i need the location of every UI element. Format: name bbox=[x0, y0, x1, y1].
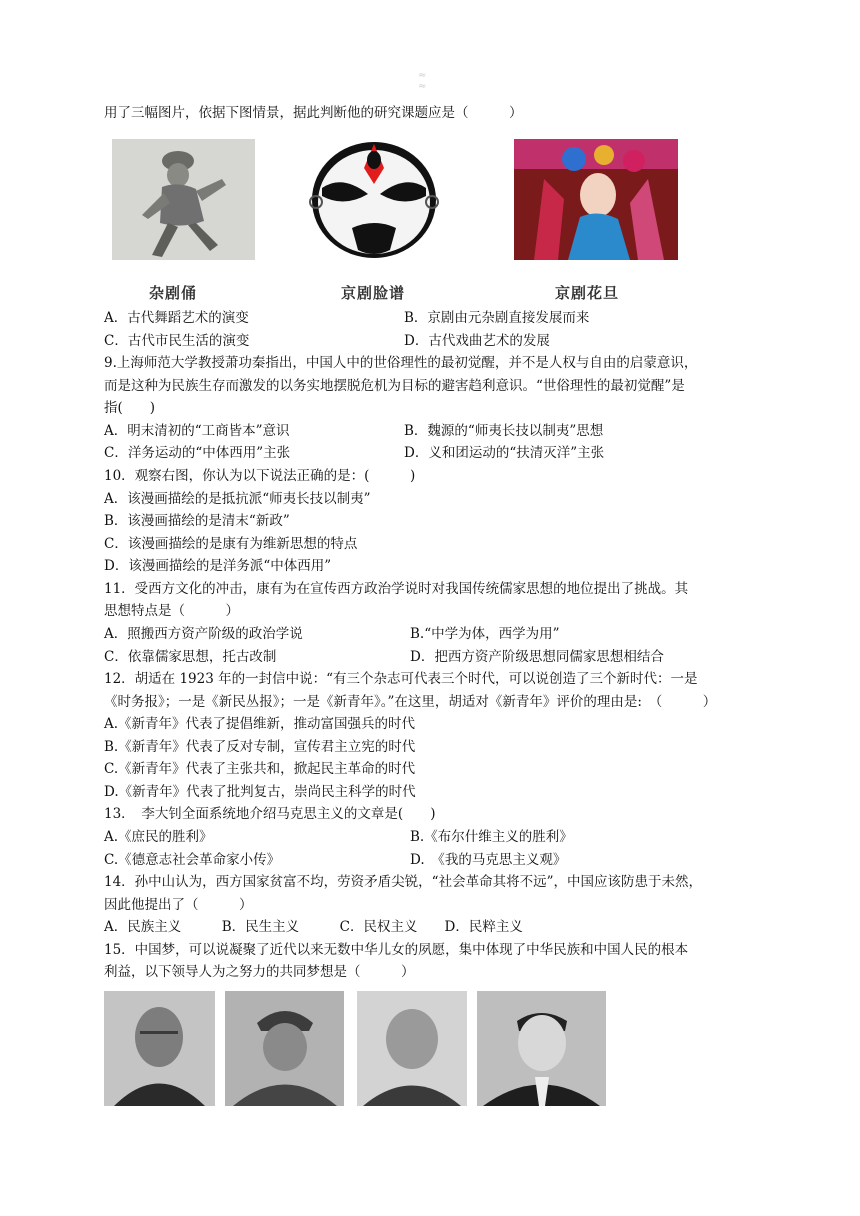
q12-stem-line1: 12．胡适在 1923 年的一封信中说：“有三个杂志可代表三个时代，可以说创造了三个新时代：一是 bbox=[104, 671, 698, 687]
q10-option-b: B．该漫画描绘的是清末“新政” bbox=[104, 513, 290, 529]
q9-stem-line3: 指( ) bbox=[104, 400, 156, 416]
q9-option-d: D．义和团运动的“扶清灭洋”主张 bbox=[404, 445, 605, 461]
q10-stem: 10．观察右图，你认为以下说法正确的是：( ) bbox=[104, 468, 416, 484]
q9-option-c: C．洋务运动的“中体西用”主张 bbox=[104, 445, 291, 461]
q8-option-c: C．古代市民生活的演变 bbox=[104, 333, 250, 349]
caption-lianpu: 京剧脸谱 bbox=[341, 284, 406, 302]
q11-option-a: A．照搬西方资产阶级的政治学说 bbox=[104, 626, 303, 642]
q13-stem: 13． 李大钊全面系统地介绍马克思主义的文章是( ) bbox=[104, 806, 436, 822]
caption-huadan: 京剧花旦 bbox=[555, 284, 620, 302]
watermark-mark: ≈ ≈ bbox=[418, 70, 426, 92]
portrait-4-image bbox=[477, 991, 606, 1106]
caption-zaju: 杂剧俑 bbox=[149, 284, 198, 302]
q15-stem-line1: 15．中国梦，可以说凝聚了近代以来无数中华儿女的夙愿，集中体现了中华民族和中国人民的根本 bbox=[104, 942, 689, 958]
peking-opera-mask-image bbox=[292, 138, 457, 266]
q10-option-a: A．该漫画描绘的是抵抗派“师夷长技以制夷” bbox=[104, 491, 371, 507]
portrait-2-image bbox=[225, 991, 344, 1106]
portrait-1-image bbox=[104, 991, 215, 1106]
q12-option-a: A.《新青年》代表了提倡维新，推动富国强兵的时代 bbox=[104, 716, 416, 732]
q11-stem-line1: 11．受西方文化的冲击，康有为在宣传西方政治学说时对我国传统儒家思想的地位提出了挑战。其 bbox=[104, 581, 689, 597]
q15-stem-line2: 利益，以下领导人为之努力的共同梦想是（ ） bbox=[104, 964, 415, 980]
q12-option-d: D.《新青年》代表了批判复古，崇尚民主科学的时代 bbox=[104, 784, 416, 800]
q13-option-a: A.《庶民的胜利》 bbox=[104, 829, 213, 845]
q8-stem-tail: 用了三幅图片，依据下图情景，据此判断他的研究课题应是（ ） bbox=[104, 105, 523, 121]
q9-stem-line1: 9.上海师范大学教授萧功秦指出，中国人中的世俗理性的最初觉醒，并不是人权与自由的启蒙意识， bbox=[104, 355, 698, 371]
q13-option-d: D. 《我的马克思主义观》 bbox=[410, 852, 567, 868]
q12-stem-line2: 《时务报》；一是《新民丛报》；一是《新青年》。”在这里，胡适对《新青年》评价的理由是: （ ） bbox=[104, 694, 717, 710]
huadan-performer-image bbox=[514, 139, 678, 260]
q10-option-d: D．该漫画描绘的是洋务派“中体西用” bbox=[104, 558, 332, 574]
q8-option-a: A．古代舞蹈艺术的演变 bbox=[104, 310, 249, 326]
q9-option-a: A．明末清初的“工商皆本”意识 bbox=[104, 423, 290, 439]
q9-stem-line2: 而是这种为民族生存而激发的以务实地摆脱危机为目标的避害趋利意识。“世俗理性的最初觉醒”是 bbox=[104, 378, 685, 394]
q12-option-c: C.《新青年》代表了主张共和，掀起民主革命的时代 bbox=[104, 761, 416, 777]
q11-option-d: D．把西方资产阶级思想同儒家思想相结合 bbox=[410, 649, 664, 665]
q14-stem-line2: 因此他提出了（ ） bbox=[104, 897, 253, 913]
q8-option-d: D．古代戏曲艺术的发展 bbox=[404, 333, 550, 349]
portrait-3-image bbox=[357, 991, 467, 1106]
q12-option-b: B.《新青年》代表了反对专制，宣传君主立宪的时代 bbox=[104, 739, 416, 755]
q9-option-b: B．魏源的“师夷长技以制夷”思想 bbox=[404, 423, 604, 439]
q8-option-b: B．京剧由元杂剧直接发展而来 bbox=[404, 310, 590, 326]
zaju-figurine-image bbox=[112, 139, 255, 260]
q11-option-c: C．依靠儒家思想，托古改制 bbox=[104, 649, 277, 665]
q10-option-c: C．该漫画描绘的是康有为维新思想的特点 bbox=[104, 536, 358, 552]
q13-option-b: B.《布尔什维主义的胜利》 bbox=[410, 829, 573, 845]
q14-stem-line1: 14．孙中山认为，西方国家贫富不均，劳资矛盾尖锐，“社会革命其将不远”，中国应该防患于未然， bbox=[104, 874, 702, 890]
q13-option-c: C.《德意志社会革命家小传》 bbox=[104, 852, 281, 868]
q11-stem-line2: 思想特点是（ ） bbox=[104, 603, 239, 619]
q11-option-b: B.“中学为体，西学为用” bbox=[410, 626, 560, 642]
q14-options: A．民族主义 B．民生主义 C．民权主义 D．民粹主义 bbox=[104, 919, 523, 935]
